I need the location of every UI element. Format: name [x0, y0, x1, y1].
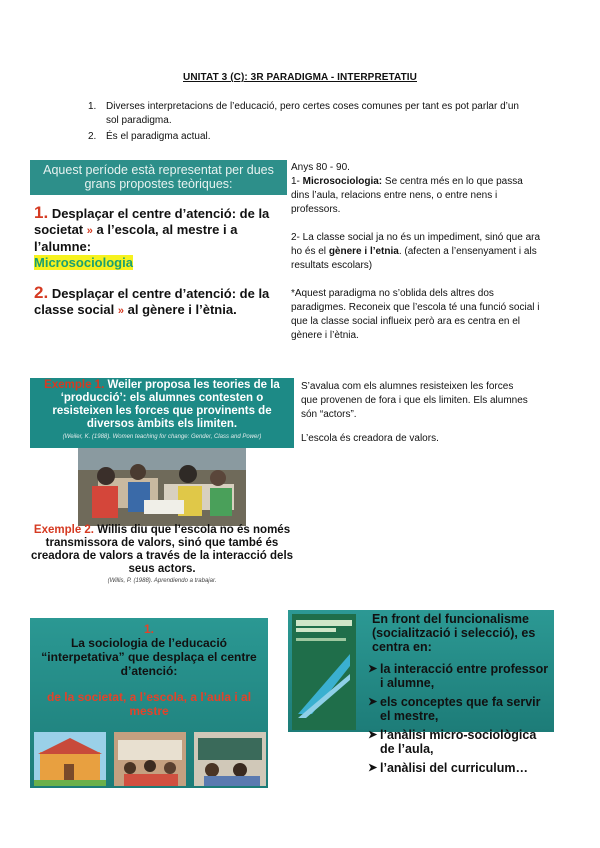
classroom-photo: [78, 448, 246, 526]
slide3-number: 1.: [143, 622, 154, 636]
chevron-right-icon: ➤: [368, 729, 378, 741]
slide-functionalism-contrast: [288, 610, 554, 784]
proposal-1: 1. Desplaçar el centre d’atenció: de la societat » a l’escola, al mestre i a l’alumne: Microsociologia: [34, 203, 270, 270]
focus-item: ➤ l’anàlisi del curriculum…: [368, 761, 528, 775]
school-images: [34, 732, 266, 786]
microsociologia-highlight: Microsociologia: [34, 255, 133, 270]
focus-item: ➤ la interacció entre professor i alumne,: [368, 662, 549, 690]
notes-column-2: [301, 380, 531, 446]
slide4-lead: En front del funcionalisme (socialització i selecció), es centra en:: [372, 612, 536, 654]
slide3-highlight: de la societat, a l’escola, a l’aula i al mestre: [46, 690, 252, 718]
focus-item: ➤ l’anàlisi micro-sociològica de l’aula,: [368, 728, 537, 756]
chevron-right-icon: ➤: [368, 663, 378, 675]
book-cover-image: [292, 614, 356, 730]
document-title: UNITAT 3 (C): 3R PARADIGMA - INTERPRETATIU: [183, 72, 417, 83]
intro-text: Diverses interpretacions de l’educació, pero certes coses comunes per tant es pot parlar d’un sol paradigma.: [106, 101, 519, 126]
resistance-note: S’avalua com els alumnes resisteixen les forces que provenen de fora i que els limiten. Els alumnes són “actors”.: [301, 381, 528, 420]
intro-list: [88, 100, 528, 146]
focus-list: [368, 662, 552, 780]
example-1: Exemple 1. Weiler proposa les teories de la ‘producció’: els alumnes contesten o resisteixen les forces que provinents de diversos àmbits els limiten.: [44, 379, 280, 430]
intro-item: 1. Diverses interpretacions de l’educació, pero certes coses comunes per tant es pot parlar d’un sol paradigma.: [88, 101, 519, 126]
proposal-2: 2. Desplaçar el centre d’atenció: de la classe social » al gènere i l’ètnia.: [34, 283, 270, 317]
gender-note: 2- La classe social ja no és un impediment, sinó que ara ho és el gènere i l’etnia. (afecten a l’ensenyament i als resultats escolars): [291, 232, 541, 271]
paradigm-note: *Aquest paradigma no s’oblida dels altres dos paradigmes. Reconeix que l’escola té una funció social i que la classe social influeix però ara es centra en el gènere i l’ètnia.: [291, 288, 540, 341]
notes-column-1: [291, 161, 543, 343]
chevron-right-icon: ➤: [368, 762, 378, 774]
chevron-right-icon: ➤: [368, 696, 378, 708]
values-note: L’escola és creadora de valors.: [301, 433, 439, 444]
slide-examples: [30, 378, 294, 578]
intro-text: És el paradigma actual.: [106, 131, 211, 142]
example-2: Exemple 2. Willis diu que l’escola no és només transmissora de valors, sinó que també és creadora de valors a través de la interacció dels seus actors.: [30, 524, 294, 575]
arrow-icon: »: [117, 305, 124, 317]
slide-interpretative-sociology: [30, 618, 268, 788]
slide3-body: La sociologia de l’educació “interpetativa” que desplaça el centre d’atenció:: [41, 636, 257, 678]
arrow-icon: »: [86, 225, 93, 237]
intro-item: 2. És el paradigma actual.: [88, 131, 211, 142]
focus-item: ➤ els conceptes que fa servir el mestre,: [368, 695, 541, 723]
example-2-citation: (Willis, P. (1988). Aprendiendo a trabajar.: [107, 578, 217, 584]
slide1-heading: Aquest període està representat per dues grans propostes teòriques:: [30, 160, 287, 195]
years-text: Anys 80 - 90.: [291, 162, 350, 173]
microsociology-note: 1- Microsociologia: Se centra més en lo que passa dins l’aula, relacions entre nens, o entre nens i professors.: [291, 176, 523, 215]
slide-two-proposals: [30, 160, 287, 352]
example-1-citation: (Weiler, K. (1988). Women teaching for change: Gender, Class and Power): [62, 434, 262, 440]
